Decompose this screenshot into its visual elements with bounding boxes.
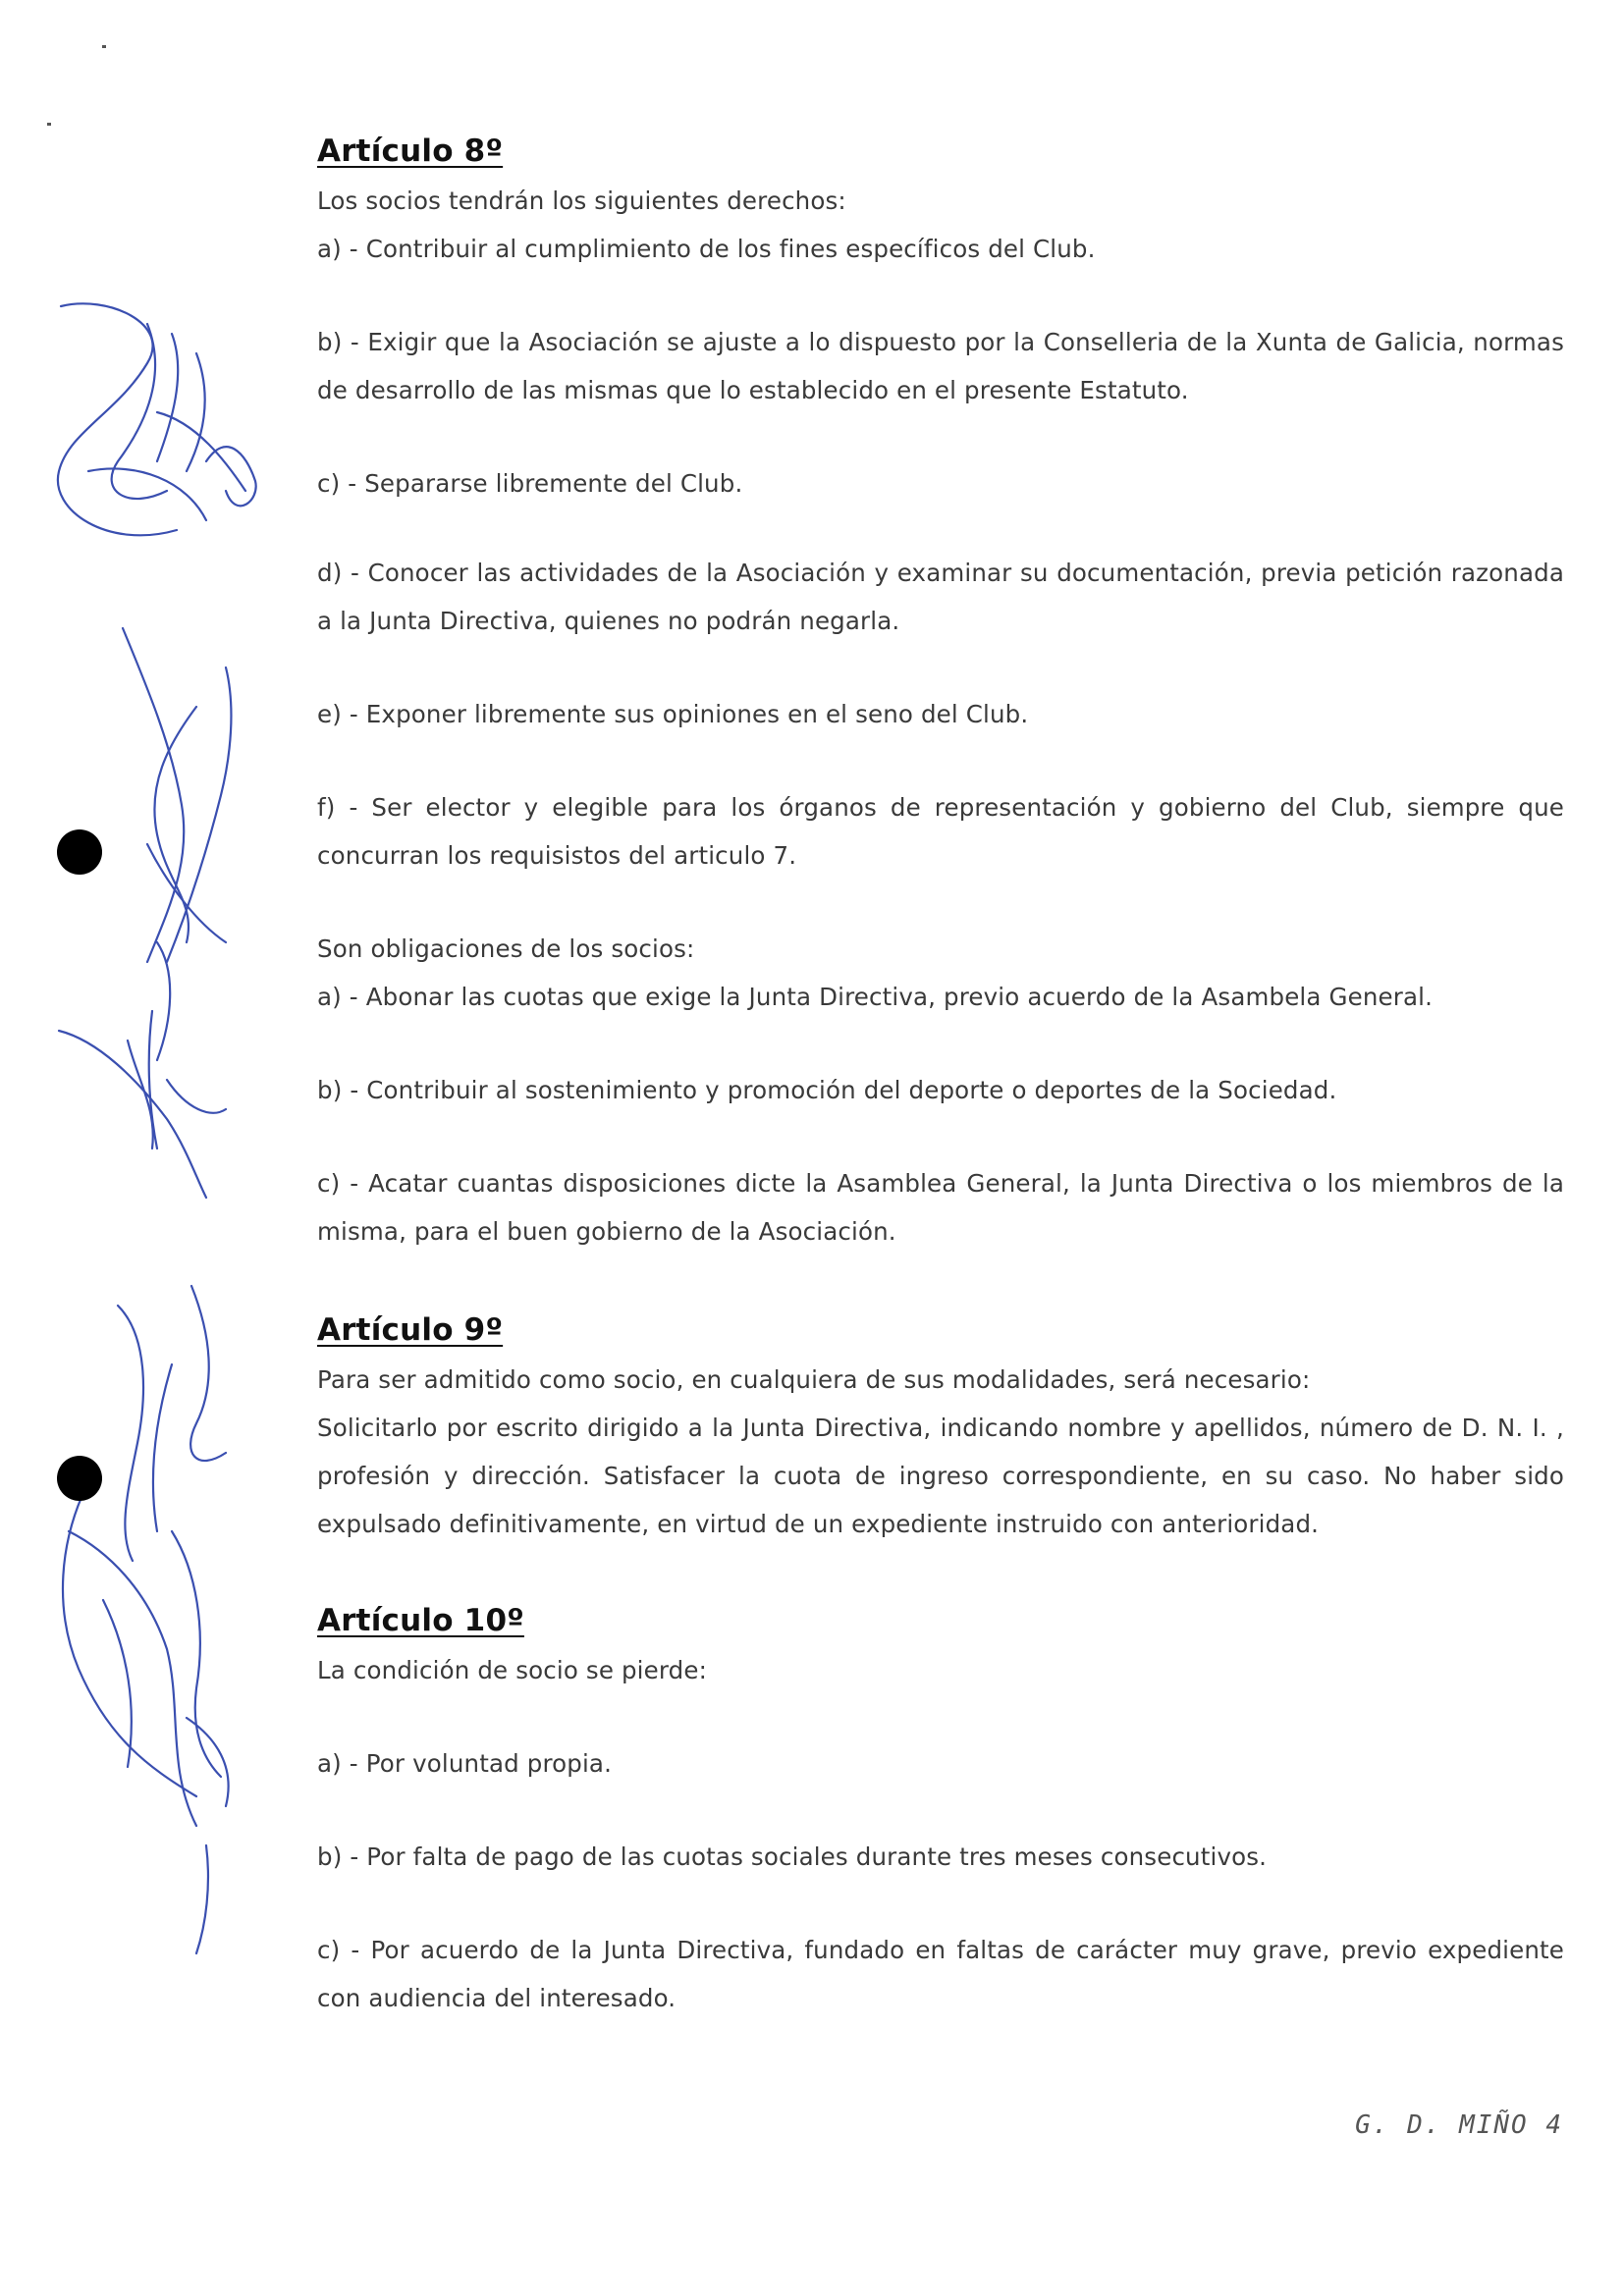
article-10-cause-c: c) - Por acuerdo de la Junta Directiva, fundado en faltas de carácter muy grave, previo expediente con audiencia del interesado.	[317, 1936, 1564, 2012]
article-10-cause-b: b) - Por falta de pago de las cuotas sociales durante tres meses consecutivos.	[317, 1842, 1268, 1871]
article-10-cause-a: a) - Por voluntad propia.	[317, 1749, 613, 1778]
article-8-right-e: e) - Exponer libremente sus opiniones en el seno del Club.	[317, 700, 1029, 728]
document-body	[317, 126, 1564, 2022]
article-8-right-c: c) - Separarse libremente del Club.	[317, 469, 743, 498]
article-8-obligations-intro: Son obligaciones de los socios:	[317, 934, 695, 963]
signature-3-icon	[63, 1286, 229, 1953]
article-8-obligation-c: c) - Acatar cuantas disposiciones dicte la Asamblea General, la Junta Directiva o los miembros de la misma, para el buen gobierno de la Asociación.	[317, 1169, 1564, 1246]
article-10-title: Artículo 10º	[317, 1603, 524, 1638]
article-8-title: Artículo 8º	[317, 133, 504, 169]
article-8-obligation-a: a) - Abonar las cuotas que exige la Junta Directiva, previo acuerdo de la Asambela General.	[317, 983, 1434, 1011]
page-footer: G. D. MIÑO 4	[1355, 2110, 1563, 2140]
article-8-right-d: d) - Conocer las actividades de la Asociación y examinar su documentación, previa petición razonada a la Junta Directiva, quienes no podrán negarla.	[317, 559, 1564, 635]
margin-signatures	[0, 0, 295, 2296]
article-9-body: Solicitarlo por escrito dirigido a la Junta Directiva, indicando nombre y apellidos, número de D. N. I. , profesión y dirección. Satisfacer la cuota de ingreso correspondiente, en su caso. No haber sido expulsado definitivamente, en virtud de un expediente instruido con anterioridad.	[317, 1414, 1564, 1538]
article-8-obligation-b: b) - Contribuir al sostenimiento y promoción del deporte o deportes de la Sociedad.	[317, 1076, 1337, 1104]
article-8-right-a: a) - Contribuir al cumplimiento de los fines específicos del Club.	[317, 235, 1096, 263]
article-9-intro: Para ser admitido como socio, en cualquiera de sus modalidades, será necesario:	[317, 1365, 1311, 1394]
article-9-title: Artículo 9º	[317, 1312, 504, 1348]
punch-hole-icon-2	[57, 1456, 102, 1501]
signature-1-icon	[58, 303, 256, 535]
article-8-right-f: f) - Ser elector y elegible para los órganos de representación y gobierno del Club, siempre que concurran los requisistos del articulo 7.	[317, 793, 1564, 870]
article-10-intro: La condición de socio se pierde:	[317, 1656, 707, 1684]
punch-hole-icon-1	[57, 829, 102, 875]
article-8-intro: Los socios tendrán los siguientes derechos:	[317, 187, 846, 215]
signature-2-icon	[59, 628, 231, 1198]
article-8-right-b: b) - Exigir que la Asociación se ajuste a lo dispuesto por la Conselleria de la Xunta de Galicia, normas de desarrollo de las mismas que lo establecido en el presente Estatuto.	[317, 328, 1564, 404]
